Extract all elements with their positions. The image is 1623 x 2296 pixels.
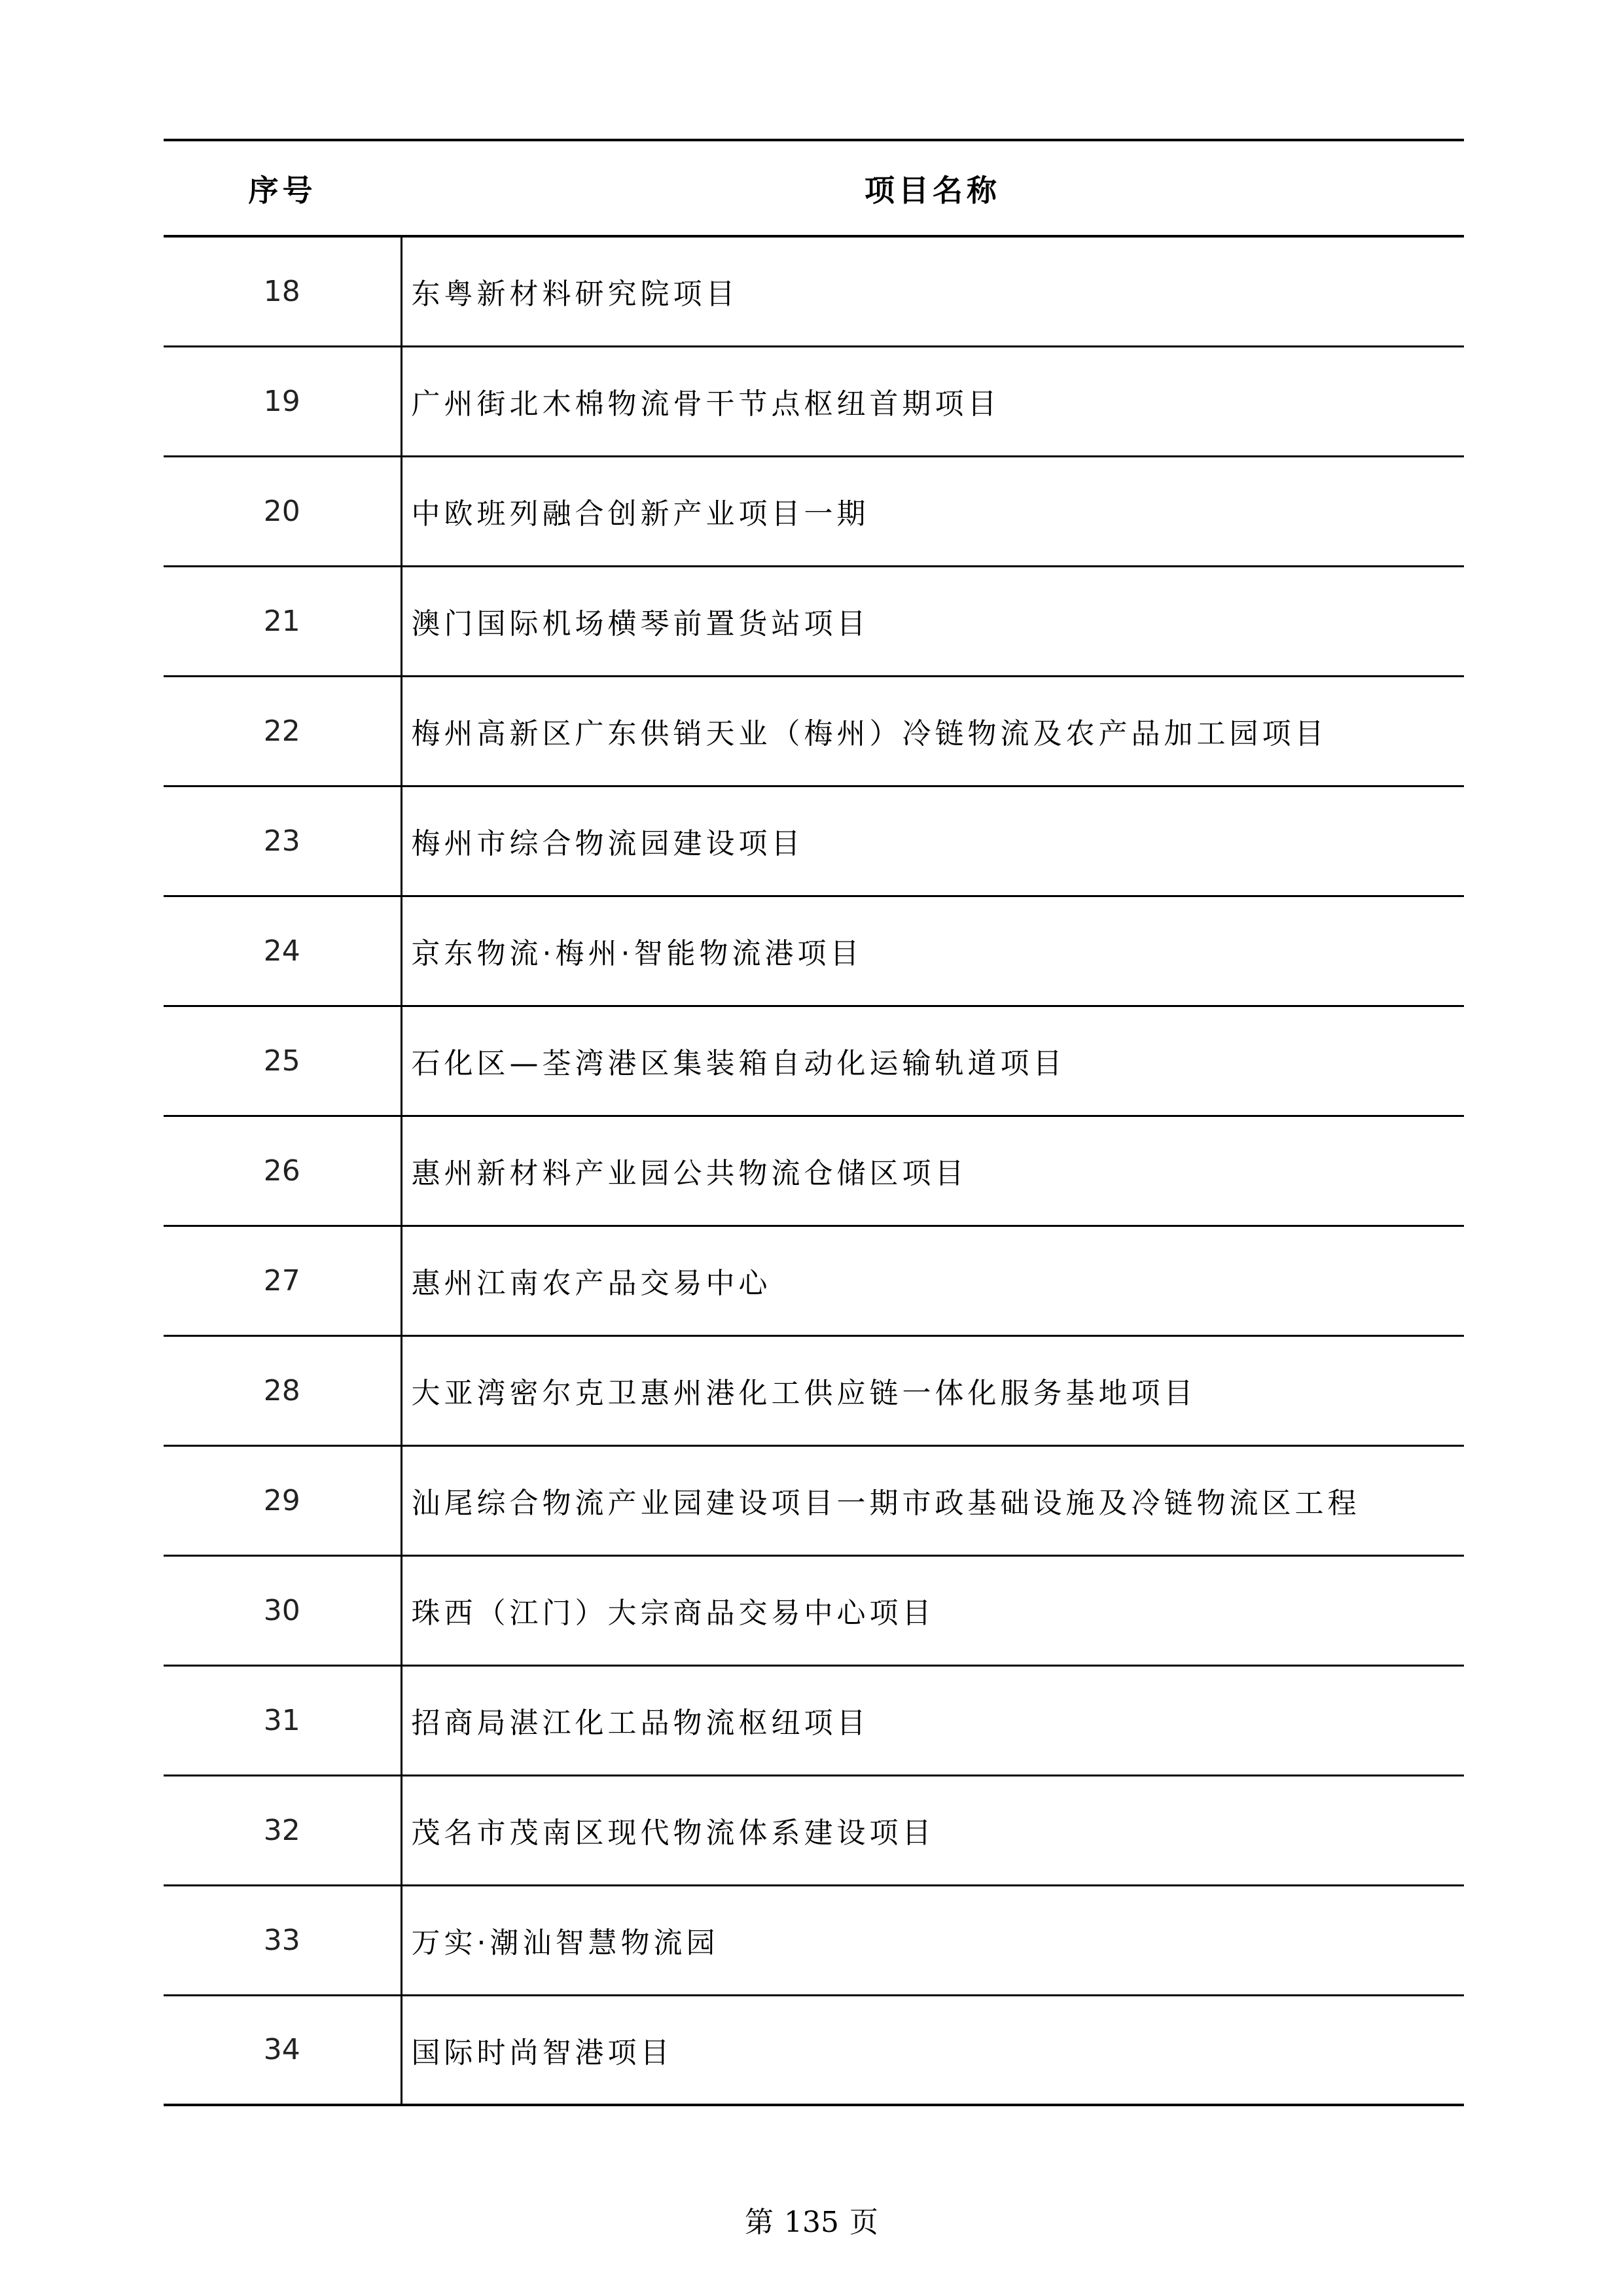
row-serial-number: 31 <box>164 1665 401 1775</box>
page-footer <box>0 2199 1623 2240</box>
table-row <box>164 1335 1464 1445</box>
table-row <box>164 236 1464 346</box>
page-number: 135 <box>784 2206 839 2239</box>
row-project-name: 招商局湛江化工品物流枢纽项目 <box>401 1665 1464 1775</box>
row-serial-number: 21 <box>164 566 401 676</box>
row-project-name: 梅州高新区广东供销天业（梅州）冷链物流及农产品加工园项目 <box>401 676 1464 786</box>
row-serial-number: 26 <box>164 1116 401 1226</box>
row-project-name: 广州街北木棉物流骨干节点枢纽首期项目 <box>401 346 1464 456</box>
row-serial-number: 25 <box>164 1006 401 1116</box>
table-body <box>164 236 1464 2105</box>
row-project-name: 石化区—荃湾港区集装箱自动化运输轨道项目 <box>401 1006 1464 1116</box>
table-row <box>164 1885 1464 1995</box>
header-project-name: 项目名称 <box>401 140 1464 236</box>
row-project-name: 万实·潮汕智慧物流园 <box>401 1885 1464 1995</box>
row-project-name: 梅州市综合物流园建设项目 <box>401 786 1464 896</box>
row-serial-number: 33 <box>164 1885 401 1995</box>
table-header-row <box>164 140 1464 236</box>
page-suffix: 页 <box>849 2206 878 2239</box>
row-serial-number: 18 <box>164 236 401 346</box>
row-serial-number: 23 <box>164 786 401 896</box>
row-project-name: 汕尾综合物流产业园建设项目一期市政基础设施及冷链物流区工程 <box>401 1445 1464 1555</box>
table-row <box>164 1006 1464 1116</box>
row-serial-number: 29 <box>164 1445 401 1555</box>
project-table <box>164 139 1464 2106</box>
table-row <box>164 1775 1464 1885</box>
header-serial-number: 序号 <box>164 140 401 236</box>
row-serial-number: 24 <box>164 896 401 1006</box>
table-row <box>164 456 1464 566</box>
row-project-name: 东粤新材料研究院项目 <box>401 236 1464 346</box>
table-row <box>164 1995 1464 2105</box>
row-project-name: 中欧班列融合创新产业项目一期 <box>401 456 1464 566</box>
row-serial-number: 20 <box>164 456 401 566</box>
table-header <box>164 140 1464 236</box>
row-serial-number: 34 <box>164 1995 401 2105</box>
row-project-name: 澳门国际机场横琴前置货站项目 <box>401 566 1464 676</box>
table-row <box>164 896 1464 1006</box>
table-row <box>164 1445 1464 1555</box>
table-row <box>164 1116 1464 1226</box>
table-row <box>164 1226 1464 1335</box>
row-serial-number: 27 <box>164 1226 401 1335</box>
table-row <box>164 566 1464 676</box>
row-serial-number: 22 <box>164 676 401 786</box>
row-project-name: 京东物流·梅州·智能物流港项目 <box>401 896 1464 1006</box>
table-row <box>164 676 1464 786</box>
row-serial-number: 32 <box>164 1775 401 1885</box>
table-row <box>164 786 1464 896</box>
page-prefix: 第 <box>745 2206 774 2239</box>
table-row <box>164 346 1464 456</box>
row-project-name: 大亚湾密尔克卫惠州港化工供应链一体化服务基地项目 <box>401 1335 1464 1445</box>
table-row <box>164 1665 1464 1775</box>
row-serial-number: 30 <box>164 1555 401 1665</box>
row-serial-number: 19 <box>164 346 401 456</box>
row-project-name: 惠州江南农产品交易中心 <box>401 1226 1464 1335</box>
row-project-name: 国际时尚智港项目 <box>401 1995 1464 2105</box>
row-project-name: 茂名市茂南区现代物流体系建设项目 <box>401 1775 1464 1885</box>
table-row <box>164 1555 1464 1665</box>
row-serial-number: 28 <box>164 1335 401 1445</box>
row-project-name: 珠西（江门）大宗商品交易中心项目 <box>401 1555 1464 1665</box>
row-project-name: 惠州新材料产业园公共物流仓储区项目 <box>401 1116 1464 1226</box>
